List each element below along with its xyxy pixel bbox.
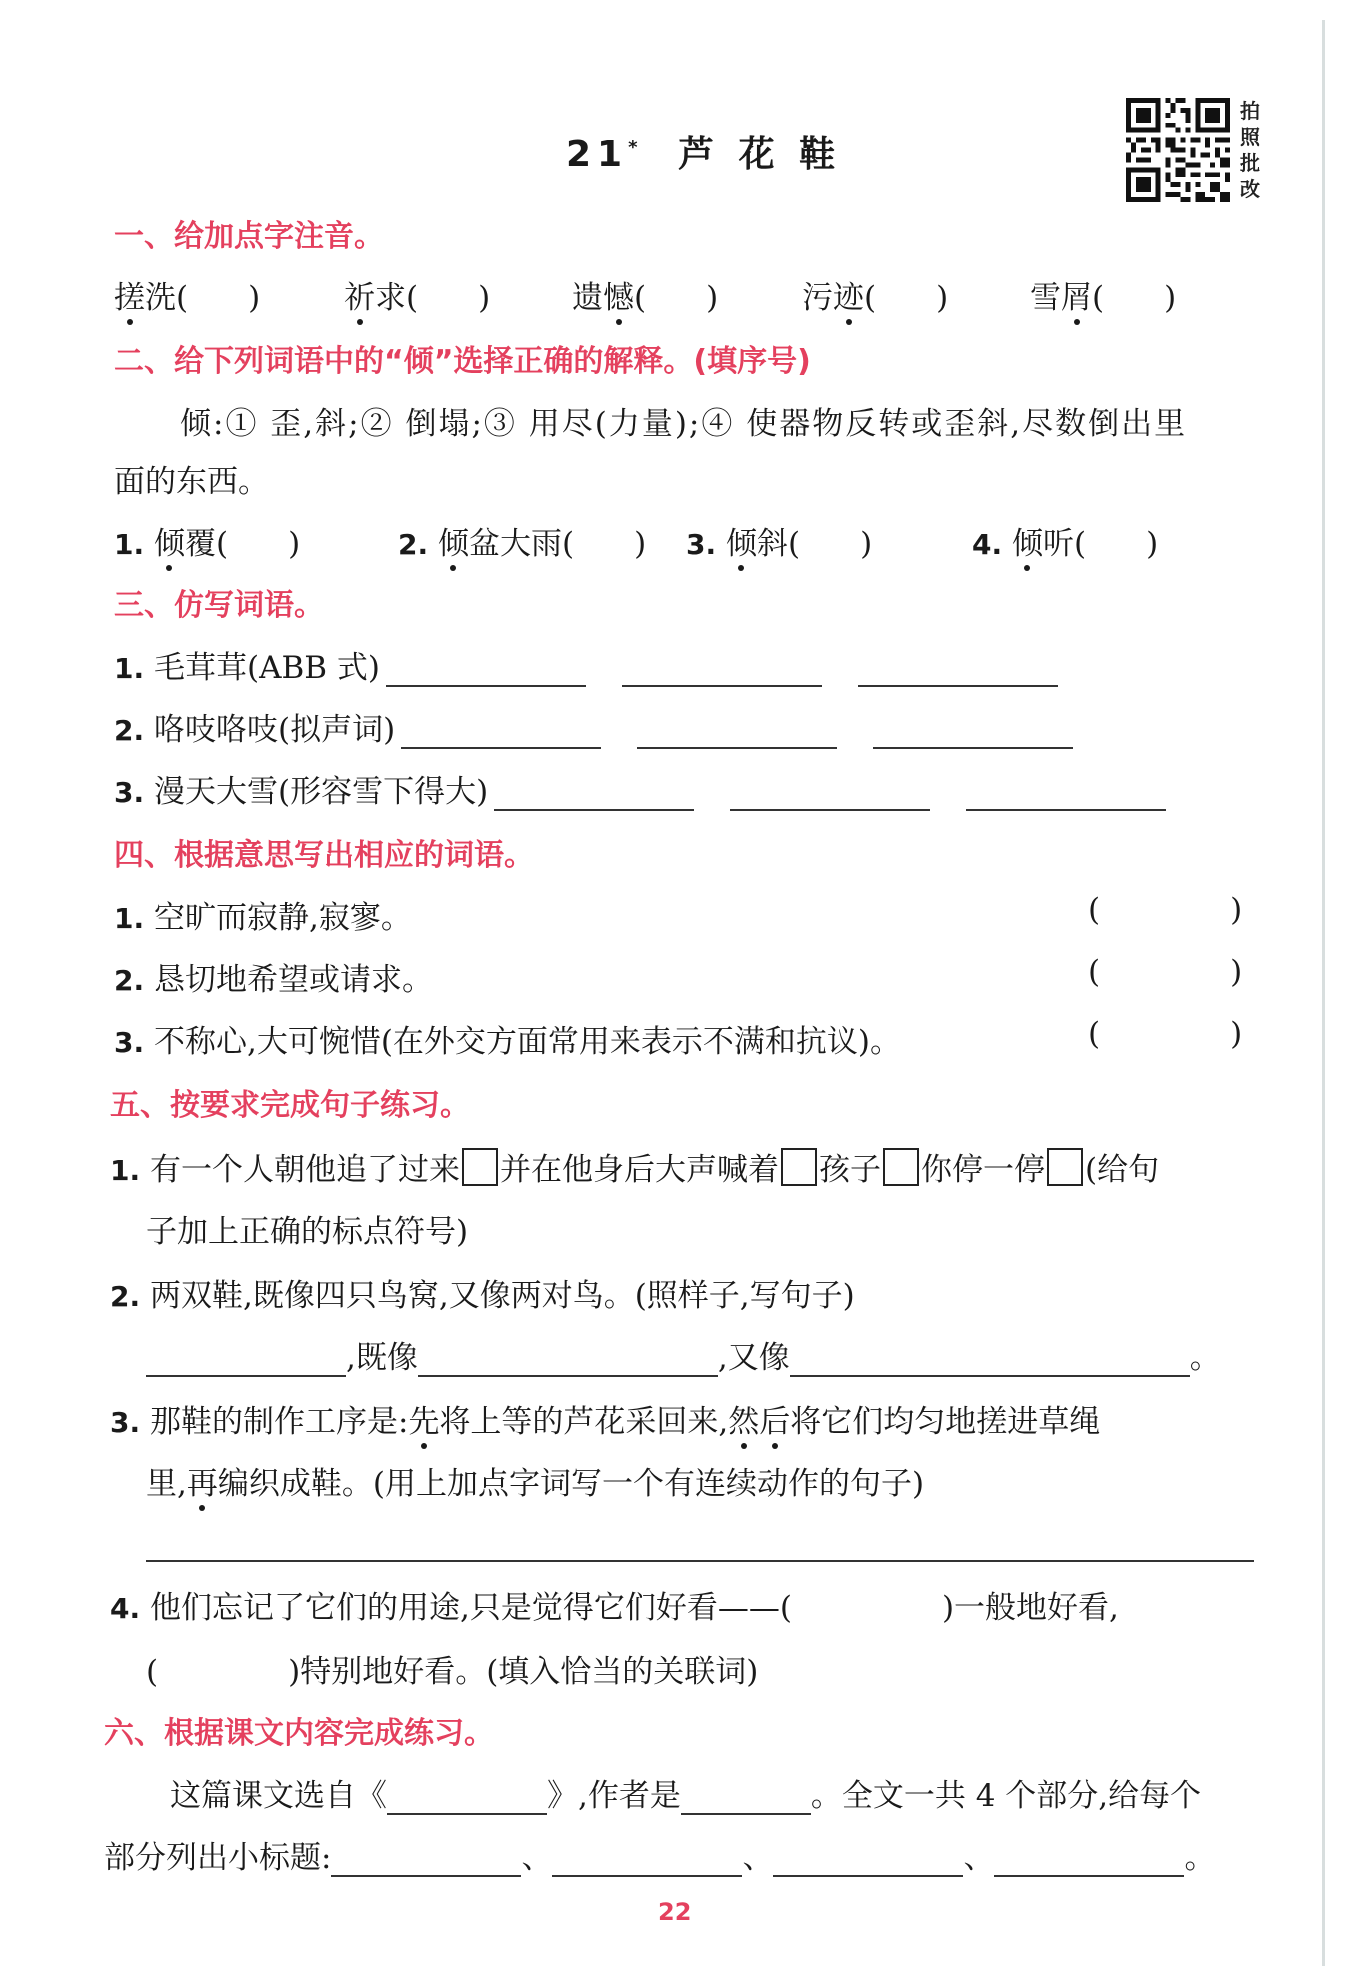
s4-item-3: 3. 不称心,大可惋惜(在外交方面常用来表示不满和抗议)。 [114,1024,902,1060]
answer-line[interactable] [730,781,930,811]
answer-line[interactable] [146,1347,346,1377]
dotted-char: 屑 [1061,272,1092,317]
s5-q1-line1: 1. 有一个人朝他追了过来 并在他身后大声喊着 孩子 你停一停 (给句 [110,1144,1159,1189]
lesson-name: 芦 花 鞋 [678,134,842,175]
s2-item-4: 4. 倾听( ) [972,518,1158,563]
dotted-char: 倾 [154,518,185,563]
answer-line[interactable] [146,1560,1254,1562]
section-6-heading: 六、根据课文内容完成练习。 [104,1716,494,1751]
section-5-heading: 五、按要求完成句子练习。 [110,1088,470,1123]
answer-line[interactable] [858,657,1058,687]
qr-code-icon[interactable] [1126,98,1230,202]
page-edge [1322,20,1325,1966]
s5-q3-line2: 里,再编织成鞋。(用上加点字词写一个有连续动作的句子) [146,1458,924,1503]
section-3-heading: 三、仿写词语。 [114,588,324,623]
s3-item-1: 1. 毛茸茸(ABB 式) [114,642,1058,687]
s5-q4-line2: ( )特别地好看。(填入恰当的关联词) [146,1654,759,1690]
answer-line[interactable] [681,1785,811,1815]
s1-item-4: 污迹( ) [802,272,948,317]
qr-label: 拍照批改 [1240,99,1260,201]
answer-line[interactable] [622,657,822,687]
answer-line[interactable] [873,719,1073,749]
answer-line[interactable] [418,1347,718,1377]
dotted-char: 祈 [344,272,375,317]
punctuation-box[interactable] [883,1148,919,1186]
s4-answer-2[interactable]: ( ) [1088,954,1243,990]
answer-line[interactable] [994,1847,1184,1877]
s1-item-5: 雪屑( ) [1030,272,1176,317]
dotted-char: 倾 [1012,518,1043,563]
section-1-heading: 一、给加点字注音。 [114,219,384,254]
s4-answer-3[interactable]: ( ) [1088,1016,1243,1052]
dotted-char: 然 [728,1396,759,1441]
answer-line[interactable] [494,781,694,811]
definition-line-1: 倾:① 歪,斜;② 倒塌;③ 用尽(力量);④ 使器物反转或歪斜,尽数倒出里 [180,406,1188,442]
s4-item-2: 2. 恳切地希望或请求。 [114,962,433,998]
dotted-char: 再 [187,1458,218,1503]
answer-line[interactable] [331,1847,521,1877]
s6-line1: 这篇课文选自《 》,作者是 。全文一共 4 个部分,给每个 [170,1778,1202,1814]
answer-line[interactable] [552,1847,742,1877]
dotted-char: 倾 [438,518,469,563]
section-4-heading: 四、根据意思写出相应的词语。 [114,838,534,873]
s1-item-2: 祈求( ) [344,272,490,317]
answer-line[interactable] [401,719,601,749]
definition-line-2: 面的东西。 [114,464,269,500]
s5-q2-prompt: 2. 两双鞋,既像四只鸟窝,又像两对鸟。(照样子,写句子) [110,1278,855,1314]
lesson-title [566,126,841,177]
answer-line[interactable] [637,719,837,749]
s4-answer-1[interactable]: ( ) [1088,892,1243,928]
s3-item-2: 2. 咯吱咯吱(拟声词) [114,704,1073,749]
dotted-char: 后 [759,1396,790,1441]
punctuation-box[interactable] [781,1148,817,1186]
answer-line[interactable] [387,1785,547,1815]
dotted-char: 憾 [603,272,634,317]
answer-line[interactable] [386,657,586,687]
dotted-char: 倾 [726,518,757,563]
s6-line2: 部分列出小标题: 、 、 、 。 [104,1840,1216,1876]
s2-item-2: 2. 倾盆大雨( ) [398,518,646,563]
s5-q4-line1: 4. 他们忘记了它们的用途,只是觉得它们好看——( )一般地好看, [110,1590,1119,1626]
answer-line[interactable] [966,781,1166,811]
punctuation-box[interactable] [462,1148,498,1186]
s2-item-3: 3. 倾斜( ) [686,518,872,563]
dotted-char: 先 [408,1396,439,1441]
s3-item-3: 3. 漫天大雪(形容雪下得大) [114,766,1166,811]
s1-item-3: 遗憾( ) [572,272,718,317]
punctuation-box[interactable] [1047,1148,1083,1186]
s5-q1-line2: 子加上正确的标点符号) [146,1214,469,1250]
page-number: 22 [658,1898,692,1926]
answer-line[interactable] [790,1347,1190,1377]
dotted-char: 迹 [833,272,864,317]
s5-q3-line1: 3. 那鞋的制作工序是:先将上等的芦花采回来,然后将它们均匀地搓进草绳 [110,1396,1100,1441]
s4-item-1: 1. 空旷而寂静,寂寥。 [114,900,412,936]
section-2-heading: 二、给下列词语中的“倾”选择正确的解释。(填序号) [114,344,811,379]
answer-line[interactable] [773,1847,963,1877]
dotted-char: 搓 [114,272,145,317]
lesson-number: 21 [566,134,629,175]
s2-item-1: 1. 倾覆( ) [114,518,300,563]
optional-mark: * [628,137,638,158]
s1-item-1: 搓洗( ) [114,272,260,317]
s5-q2-answer: ,既像 ,又像 。 [146,1332,1221,1377]
